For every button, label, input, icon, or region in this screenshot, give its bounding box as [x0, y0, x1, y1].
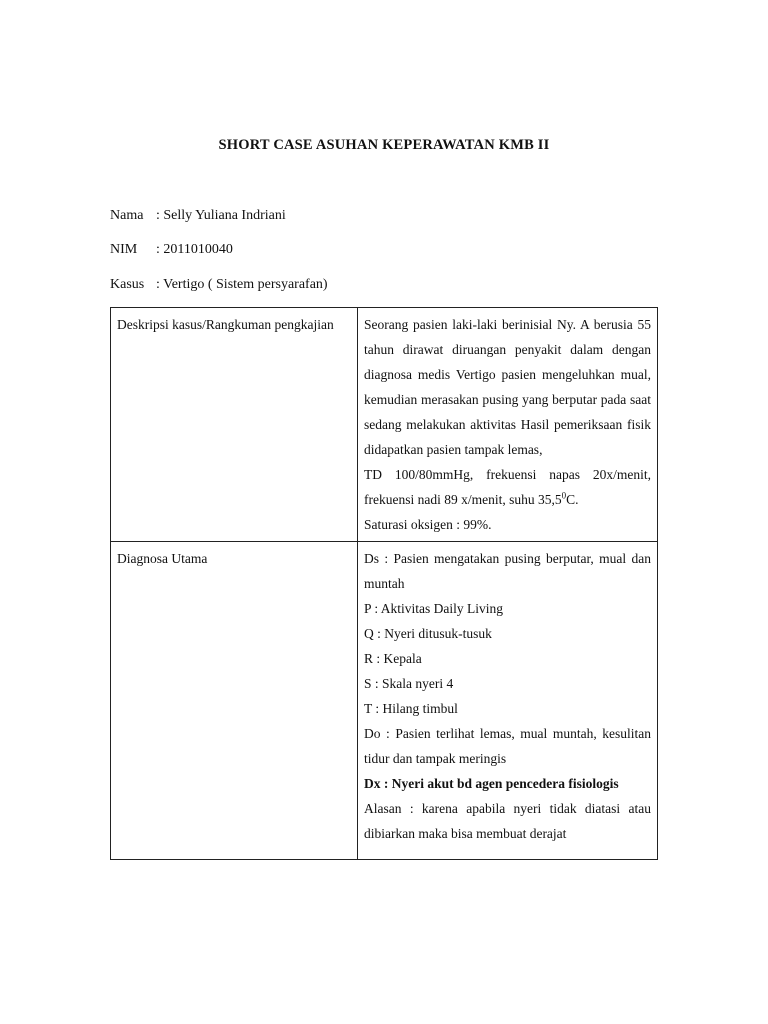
- table-row: [111, 542, 658, 860]
- diagnosa-s: S : Skala nyeri 4: [364, 676, 454, 691]
- info-kasus: [110, 277, 328, 293]
- deskripsi-content: [358, 308, 658, 542]
- degree-sup: 0: [561, 490, 567, 501]
- deskripsi-spo2: Saturasi oksigen : 99%.: [364, 517, 492, 532]
- row-label-deskripsi: Deskripsi kasus/Rangkuman pengkajian: [111, 308, 358, 542]
- row-label-diagnosa: Diagnosa Utama: [111, 542, 358, 860]
- page-title: SHORT CASE ASUHAN KEPERAWATAN KMB II: [218, 137, 550, 153]
- case-table: [110, 307, 658, 860]
- vitals-unit: C.: [566, 492, 579, 507]
- deskripsi-vitals: [364, 462, 651, 512]
- nama-value: : Selly Yuliana Indriani: [156, 208, 286, 223]
- diagnosa-t: T : Hilang timbul: [364, 701, 458, 716]
- diagnosa-p: P : Aktivitas Daily Living: [364, 601, 504, 616]
- nim-value: : 2011010040: [156, 242, 233, 257]
- table-row: [111, 308, 658, 542]
- deskripsi-main: Seorang pasien laki-laki berinisial Ny. A berusia 55 tahun dirawat diruangan penyakit dalam dengan diagnosa medis Vertigo pasien mengeluhkan mual, kemudian merasakan pusing yang berputar pada saat sedang melakukan aktivitas Hasil pemeriksaan fisik didapatkan pasien tampak lemas,: [364, 317, 651, 457]
- info-nama: [110, 208, 286, 224]
- diagnosa-ds: Ds : Pasien mengatakan pusing berputar, mual dan muntah: [364, 551, 651, 591]
- diagnosa-r: R : Kepala: [364, 651, 422, 666]
- diagnosa-q: Q : Nyeri ditusuk-tusuk: [364, 626, 492, 641]
- kasus-value: : Vertigo ( Sistem persyarafan): [156, 277, 328, 292]
- diagnosa-dx: Dx : Nyeri akut bd agen pencedera fisiologis: [364, 776, 619, 791]
- nama-label: Nama: [110, 208, 144, 223]
- info-nim: [110, 242, 233, 258]
- diagnosa-do: Do : Pasien terlihat lemas, mual muntah, kesulitan tidur dan tampak meringis: [364, 726, 651, 766]
- diagnosa-content: [358, 542, 658, 860]
- diagnosa-clip: [364, 546, 651, 855]
- kasus-label: Kasus: [110, 277, 145, 292]
- diagnosa-alasan: Alasan : karena apabila nyeri tidak diatasi atau dibiarkan maka bisa membuat derajat: [364, 801, 651, 841]
- vitals-text: TD 100/80mmHg, frekuensi napas 20x/menit, frekuensi nadi 89 x/menit, suhu 35,5: [364, 467, 651, 507]
- nim-label: NIM: [110, 242, 138, 257]
